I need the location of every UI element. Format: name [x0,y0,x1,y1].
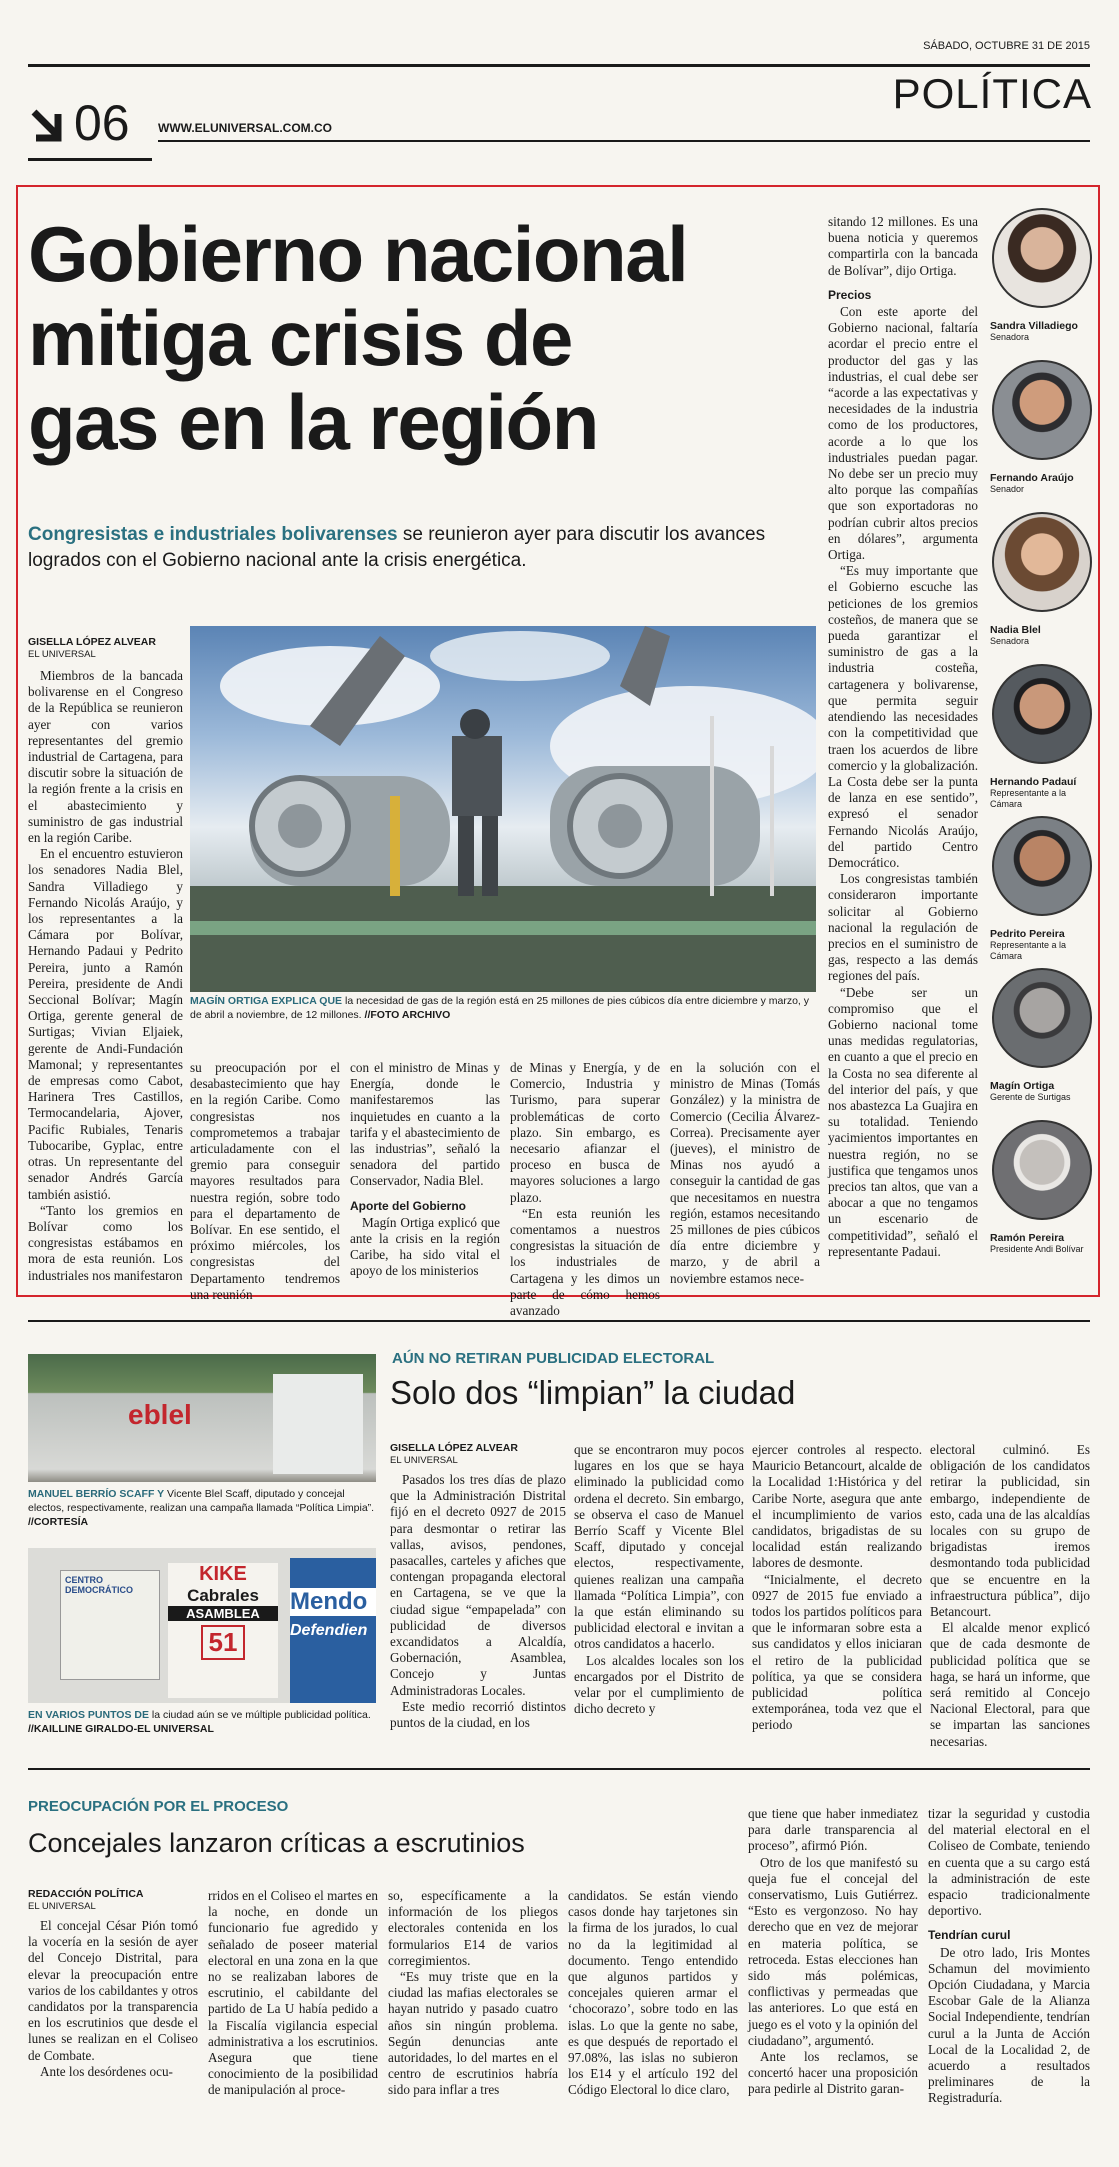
paragraph: El alcalde menor explicó que de cada desmonte de publicidad política que se haga, se hará un informe, que será remitido al Concejo Nacional Electoral, para que se impartan las sanciones necesarias. [930,1620,1090,1749]
paragraph: “Es muy triste que en la ciudad las mafias electorales se hayan nutrido y pasado cuatro años sin ningún problema. Según denuncias ante autoridades, lo del martes en el centro de escrutinios habría sido para inflar a tres [388,1969,558,2098]
wall-gate [273,1374,363,1474]
paragraph: de Minas y Energía, y de Comercio, Industria y Turismo, para superar problemáticas de corto plazo. Sin embargo, es necesario afianzar el proceso en busca de mayores soluciones a largo plazo. [510,1060,660,1205]
page-number-block [28,95,150,160]
main-col-2 [190,1060,340,1303]
person-name: Nadia Blel [990,624,1041,636]
paragraph: “En esta reunión les comentamos a nuestros congresistas la situación de los industriales de Cartagena y les dimos un parte de cómo hemos avanzado [510,1205,660,1319]
poster-number: 51 [201,1625,245,1660]
main-col-3 [350,1060,500,1280]
portrait-card [986,208,1094,358]
story3-col-2 [208,1888,378,2099]
story2-caption-2 [28,1708,378,1736]
person-role: Gerente de Surtigas [990,1092,1071,1102]
paragraph: tizar la seguridad y custodia del material electoral en el Coliseo de Combate, teniendo en cuenta que a su cargo está la administración de este espacio tradicionalmente deportivo. [928,1806,1090,1919]
paragraph: “Debe ser un compromiso que el Gobierno nacional tome unas medidas regulatorias, en cuanto a que el precio en la Costa no sea diferente al del interior del país, y que nos abastezca La Guajira en su totalidad. Teniendo yacimientos importantes en nuestra región, no se justifica que tengamos unos precios tan altos, que van a abocar a que no tengamos un escenario de competitividad”, señaló el representante Padaui. [828,984,978,1259]
page-number: 06 [74,95,130,151]
byline-org: EL UNIVERSAL [28,649,96,660]
story2-col-3 [752,1442,922,1734]
wall-sign: eblel [128,1399,192,1430]
caption-credit: //KAILLINE GIRALDO-EL UNIVERSAL [28,1723,214,1735]
story2-photo-wall [28,1354,376,1482]
portrait-card [986,360,1094,510]
paragraph: ejercer controles al respecto. Mauricio Betancourt, alcalde de la Localidad 1:Histórica y del Caribe Norte, asegura que ante el incumplimiento de varios candidatos, brigadistas de su localidad están realizando labores de desmonte. [752,1442,922,1571]
paragraph: que se encontraron muy pocos lugares en los que se haya eliminado la publicidad como ordena el decreto. Sin embargo, se observa el caso de Manuel Berrío Scaff y Vicente Blel Scaff, diputado y concejal electos, respectivamente, quienes realizan una campaña llamada “Política Limpia”, con la que están eliminando su publicidad electoral e invitan a otros candidatos a hacerlo. [574,1442,744,1652]
portrait-card [986,664,1094,814]
paragraph: candidatos. Se están viendo casos donde hay tarjetones sin la firma de los jurados, lo cual no da la legitimidad al documento. Tengo entendido que algunos partidos y concejales quieren armar el ‘chocorazo’, sobre todo en las islas. Lo que la gente no sabe, es que después de reportado el 97.08%, las islas no subieron los E14 y el artículo 192 del Código Electoral lo dice claro, [568,1888,738,2098]
story3-col-3 [388,1888,558,2099]
portrait-card [986,968,1094,1118]
headline-line-1: Gobierno nacional [28,210,688,298]
caption-bold: MAGÍN ORTIGA EXPLICA QUE [190,995,343,1007]
lead-paragraph [28,522,828,574]
paragraph: En el encuentro estuvieron los senadores Nadia Blel, Sandra Villadiego y Fernando Nicolás Araújo, y los representantes a la Cámara por Bolívar, Hernando Padaui y Pedrito Pereira, junto a Ramón Pereira, presidente de Andi Seccional Bolívar; Magín Ortiga, gerente general de Surtigas; Vivian Eljaiek, gerente de Andi-Fundación Mamonal; y representantes de empresas como Cabot, Harinera Tres Castillos, Termocandelaria, Ajover, Pacific Rubiales, Tenaris Tubocaribe, Gyplac, entre otras. Un representante del senador Andrés García también asistió. [28,846,183,1202]
paragraph: so, específicamente a la información de los pliegos electorales contenida en los formularios E14 de varios corregimientos. [388,1888,558,1968]
lead-bold: Congresistas e industriales bolivarenses [28,524,398,545]
page-number-rule [28,158,152,161]
byline-author: GISELLA LÓPEZ ALVEAR [390,1442,518,1454]
portrait-photo [992,360,1092,460]
main-byline [28,636,183,661]
story2-kicker: AÚN NO RETIRAN PUBLICIDAD ELECTORAL [392,1350,715,1367]
subhead-precios: Precios [828,287,872,302]
poster-kike: KIKE [199,1563,247,1585]
paragraph: sitando 12 millones. Es una buena noticia y queremos compartirla con la bancada de Bolívar”, dijo Ortiga. [828,214,978,278]
paragraph: De otro lado, Iris Montes Schamun del movimiento Opción Ciudadana, y Marcia Escobar Gale de la Alianza Social Independiente, tendrían curul a la Junta de Acción Local de la Localidad 2, de acuerdo a resultados preliminares de la Registraduría. [928,1944,1090,2106]
paragraph: en la solución con el ministro de Minas (Tomás González) y la ministra de Comercio (Cecilia Álvarez-Correa). Precisamente ayer (jueves), el ministro de Minas nos ayudó a conseguir la cantidad de gas que necesitamos en nuestra región, estamos necesitando 25 millones de pies cúbicos día entre diciembre y marzo, y de abril a noviembre estamos nece- [670,1060,820,1286]
story3-headline: Concejales lanzaron críticas a escrutinios [28,1828,525,1858]
story3-top-rule [28,1768,1090,1770]
headline-line-3: gas en la región [28,378,598,466]
story2-photo-posters [28,1548,376,1703]
person-role: Presidente Andi Bolívar [990,1244,1084,1254]
paragraph: Este medio recorrió distintos puntos de la ciudad, en los [390,1698,566,1731]
page-date: SÁBADO, OCTUBRE 31 DE 2015 [923,40,1090,52]
header-bottom-rule [158,140,1090,142]
caption-bold: EN VARIOS PUNTOS DE [28,1709,149,1721]
portrait-photo [992,664,1092,764]
paragraph: “Es muy importante que el Gobierno escuche las peticiones de los gremios costeños, de manera que se pueda garantizar el suministro de gas a la industria costeña, cartagenera y bolivarense, que permita seguir atendiendo las necesidades con la competitividad que traen los acuerdos de libre comercio y la globalización. La Costa debe ser la punta de lanza en ese sentido”, expresó el senador Fernando Nicolás Araújo, del partido Centro Democrático. [828,563,978,870]
story3-col-4 [568,1888,738,2099]
main-photo [190,626,816,992]
portrait-card [986,816,1094,966]
paragraph: Con este aporte del Gobierno nacional, faltaría acordar el precio entre el productor del gas y las industrias, el cual debe ser “acorde a las expectativas y necesidades de la industria como de los productores, acorde a lo que los industriales puedan pagar. No debe ser un precio muy alto porque las compañías que son exportadoras no podrían cubrir altos precios en dólares”, argumenta Ortiga. [828,304,978,563]
section-title: POLÍTICA [892,70,1092,117]
portrait-photo [992,512,1092,612]
paragraph: Pasados los tres días de plazo que la Administración Distrital fijó en el decreto 0927 de 2015 para desmontar o retirar las vallas, avisos, pendones, pasacalles, carteles y afiches que contengan propaganda electoral en Cartagena, se ve que la ciudad sigue “empapelada” con publicidad de diversos excandidatos a Alcaldía, Gobernación, Asamblea, Concejo y Juntas Administradoras Locales. [390,1472,566,1698]
story2-col-2 [574,1442,744,1717]
subhead-aporte: Aporte del Gobierno [350,1198,467,1213]
paragraph: Magín Ortiga explicó que ante la crisis en la región Caribe, ha sido vital el apoyo de los ministerios [350,1214,500,1279]
arrow-down-right-icon [28,102,72,154]
paragraph: Miembros de la bancada bolivarense en el Congreso de la República se reunieron ayer con varios representantes del gremio industrial de Cartagena, para discutir sobre la situación de la región frente a la crisis en el abastecimiento y suministro de gas industrial en la región Caribe. [28,668,183,846]
paragraph: Los congresistas también consideraron importante solicitar al Gobierno nacional la regulación de precios en el suministro de gas, respecto a las demás regiones del país. [828,871,978,984]
gas-plant-illustration [190,626,816,992]
paragraph: Ante los reclamos, se concertó hacer una proposición para pedirle al Distrito garan- [748,2049,918,2097]
paragraph: electoral culminó. Es obligación de los candidatos retirar la publicidad, sin embargo, independiente de esto, cada una de las alcaldías locales con su grupo de brigadistas iremos desmontando toda publicidad que se encuentre en la infraestructura pública”, dijo Betancourt. [930,1442,1090,1620]
paragraph: Otro de los que manifestó su queja fue el concejal del conservatismo, Luis Gutiérrez. “Esto es vergonzoso. No hay derecho que en vez de mejorar en materia política, se retroceda. Estas elecciones han sido más polémicas, conflictivas y permeadas que las anteriores. Lo que está en juego es el voto y la opinión del ciudadano”, argumentó. [748,1854,918,2048]
poster-cabrales: Cabrales [187,1586,259,1605]
poster-defendien: Defendien [290,1622,368,1639]
byline-author: REDACCIÓN POLÍTICA [28,1888,144,1900]
story3-col-6 [928,1806,1090,2107]
caption-text: la necesidad de gas de la región está en 25 millones de pies cúbicos día entre diciembre y marzo, y de abril a noviembre, de 12 millones. [190,995,809,1021]
story2-top-rule [28,1320,1090,1322]
portrait-card [986,1120,1094,1270]
story2-col-1 [390,1472,566,1731]
byline-author: GISELLA LÓPEZ ALVEAR [28,636,156,648]
person-role: Senadora [990,332,1030,342]
person-name: Hernando Padauí [990,776,1077,788]
paragraph: rridos en el Coliseo el martes en la noche, en donde un funcionario fue agredido y señalado de poseer material electoral en una zona en la que no se realizaban labores de escrutinio, el cabildante del partido de La U había pedido a la Fiscalía vigilancia especial administrativa a los escrutinios. Asegura que tiene conocimiento de la posibilidad de manipulación al proce- [208,1888,378,2098]
person-name: Pedrito Pereira [990,928,1065,940]
paragraph: El concejal César Pión tomó la vocería en la sesión de ayer del Concejo Distrital, para elevar la preocupación entre varios de los cabildantes y otros candidatos por la transparencia en los escrutinios que desde el lunes se realizan en el Coliseo de Combate. [28,1918,198,2063]
paragraph: “Tanto los gremios en Bolívar como los congresistas estábamos en mora de esta reunión. Los industriales nos manifestaron [28,1202,183,1283]
paragraph: que tiene que haber inmediatez para darle transparencia al proceso”, afirmó Pión. [748,1806,918,1854]
story2-headline: Solo dos “limpian” la ciudad [390,1374,796,1411]
caption-text: la ciudad aún se ve múltiple publicidad política. [148,1709,371,1721]
poster-right [290,1558,376,1703]
portrait-card [986,512,1094,662]
caption-credit: //CORTESÍA [28,1516,89,1528]
poster-left [60,1570,160,1680]
story3-kicker: PREOCUPACIÓN POR EL PROCESO [28,1798,289,1815]
story2-caption-1 [28,1487,378,1529]
person-role: Senador [990,484,1025,494]
caption-text: Vicente Blel Scaff, diputado y concejal electos, respectivamente, realizan una campaña llamada “Política Limpia”. [28,1488,375,1514]
subhead-tendrian-curul: Tendrían curul [928,1928,1011,1943]
lead-rest: se reunieron ayer para discutir los avances [397,524,766,545]
lead-line-2: logrados con el Gobierno nacional ante la crisis energética. [28,550,527,571]
paragraph: Los alcaldes locales son los encargados por el Distrito de velar por el cumplimiento de dicho decreto y [574,1652,744,1717]
byline-org: EL UNIVERSAL [390,1455,458,1466]
portrait-photo [992,208,1092,308]
header-top-rule [28,64,1090,67]
story3-col-1 [28,1918,198,2080]
person-name: Magín Ortiga [990,1080,1055,1092]
website-link[interactable]: WWW.ELUNIVERSAL.COM.CO [158,121,332,135]
story3-byline [28,1888,198,1913]
person-name: Fernando Araújo [990,472,1074,484]
paragraph: su preocupación por el desabastecimiento que hay en la región Caribe. Como congresistas nos comprometemos a trabajar articuladamente con el gremio para conseguir mayores resultados para nuestra región, sobre todo para el departamento de Bolívar. En ese sentido, el próximo miércoles, los congresistas del Departamento tendremos una reunión [190,1060,340,1302]
caption-credit: //FOTO ARCHIVO [361,1009,451,1021]
main-photo-caption [190,994,820,1022]
byline-org: EL UNIVERSAL [28,1901,96,1912]
headline-line-2: mitiga crisis de [28,294,572,382]
paragraph: con el ministro de Minas y Energía, donde le manifestaremos las inquietudes en cuanto a la tarifa y el abastecimiento de las industrias”, señaló la senadora del partido Conservador, Nadia Blel. [350,1060,500,1189]
portrait-photo [992,968,1092,1068]
story2-col-4 [930,1442,1090,1750]
portrait-photo [992,1120,1092,1220]
person-role: Representante a la Cámara [990,788,1067,809]
portrait-photo [992,816,1092,916]
poster-asamblea: ASAMBLEA [168,1606,278,1621]
person-name: Ramón Pereira [990,1232,1065,1244]
person-name: Sandra Villadiego [990,320,1078,332]
headline [28,212,788,464]
poster-center [168,1563,278,1698]
main-col-1 [28,668,183,1284]
poster-party: CENTRO DEMOCRÁTICO [65,1575,133,1595]
paragraph: “Inicialmente, el decreto 0927 de 2015 fue enviado a todos los partidos políticos para que le informaran sobre esta a sus candidatos y ellos iniciaran el retiro de la publicidad política, ya que se considera publicidad política extemporánea, toda vez que el periodo [752,1571,922,1733]
portrait-column [986,208,1094,1288]
person-role: Representante a la Cámara [990,940,1067,961]
main-col-6 [828,214,978,1260]
person-role: Senadora [990,636,1030,646]
main-col-4 [510,1060,660,1319]
paragraph: Ante los desórdenes ocu- [40,2063,173,2079]
main-col-5 [670,1060,820,1287]
poster-mendo: Mendo [290,1588,376,1616]
story2-byline [390,1442,570,1467]
story3-col-5 [748,1806,918,2098]
caption-bold: MANUEL BERRÍO SCAFF Y [28,1488,165,1500]
